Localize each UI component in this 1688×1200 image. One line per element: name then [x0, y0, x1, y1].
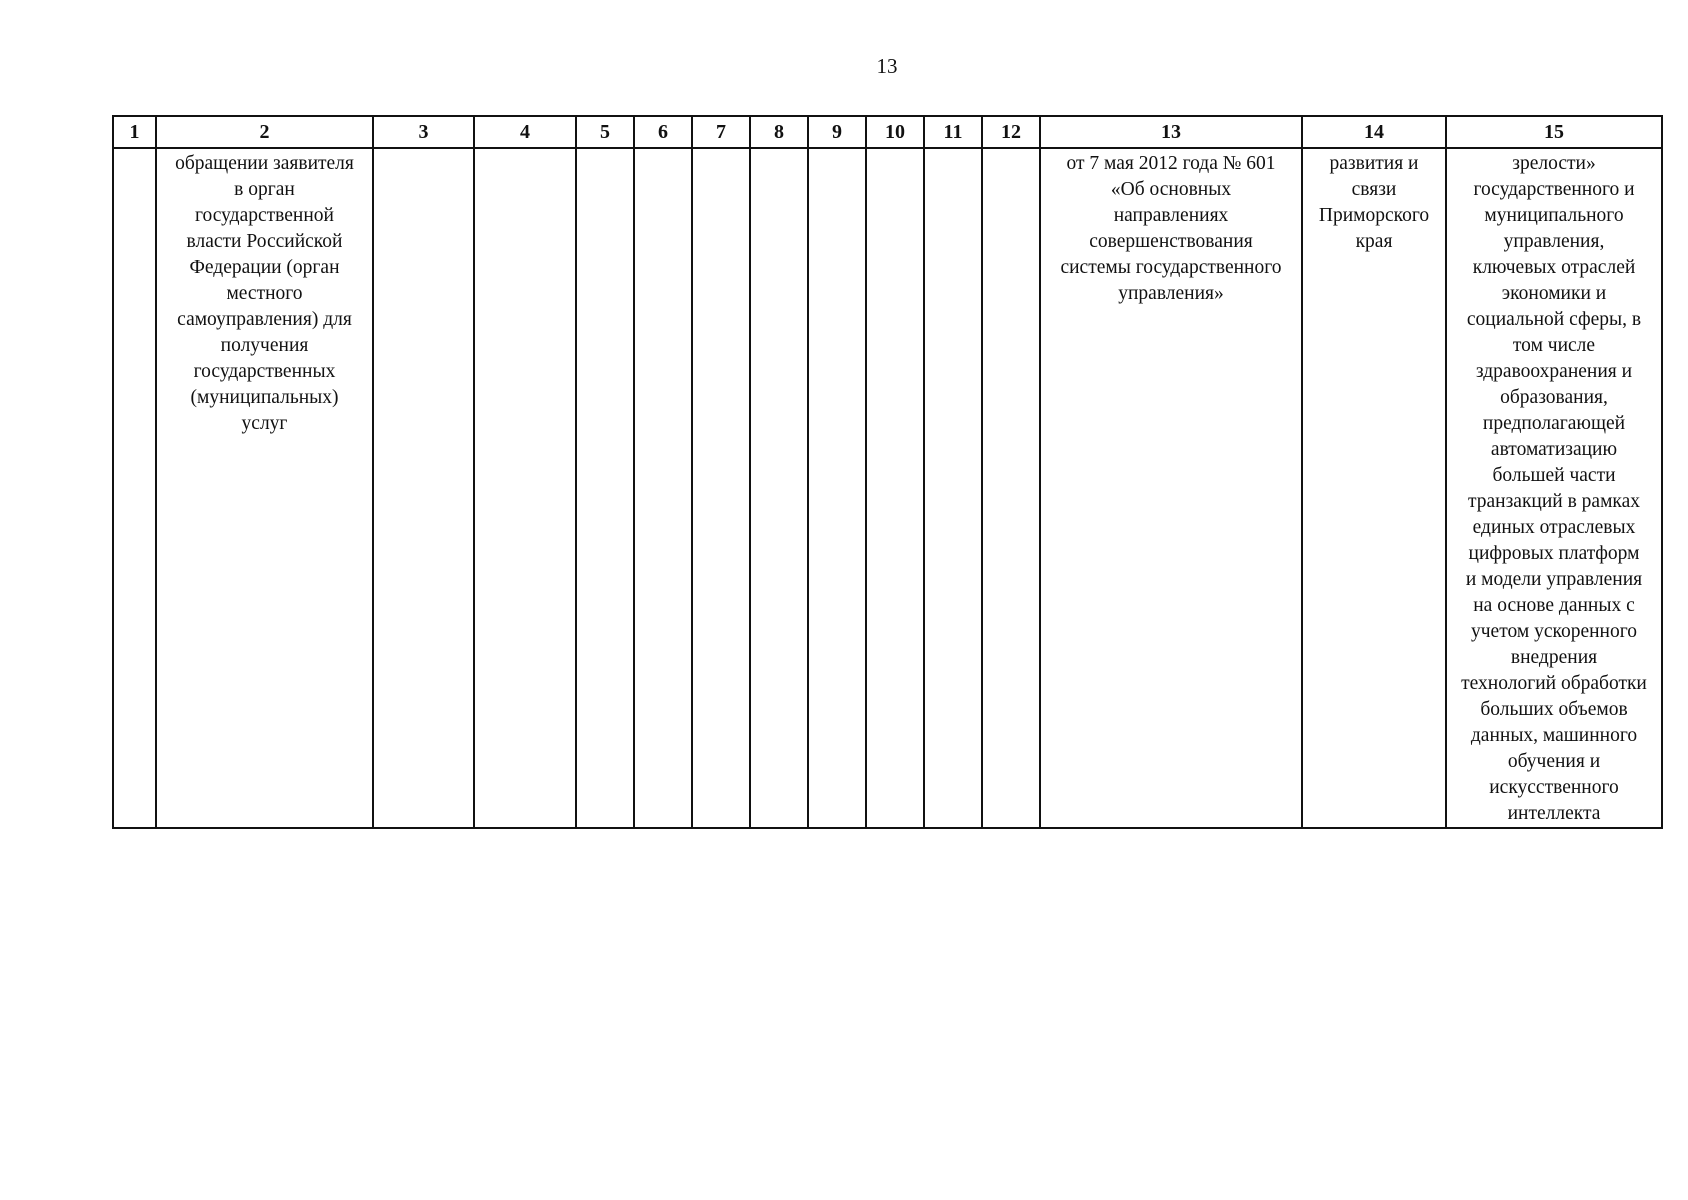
column-header-9: 9: [808, 116, 866, 148]
cell-col-2: [156, 148, 373, 828]
cell-col-11: [924, 148, 982, 828]
column-header-8: 8: [750, 116, 808, 148]
cell-col-5: [576, 148, 634, 828]
cell-col-4: [474, 148, 576, 828]
cell-col-10: [866, 148, 924, 828]
column-header-5: 5: [576, 116, 634, 148]
cell-col-9: [808, 148, 866, 828]
cell-col-1: [113, 148, 156, 828]
cell-col-3: [373, 148, 474, 828]
column-header-13: 13: [1040, 116, 1302, 148]
cell-col-14: [1302, 148, 1446, 828]
page-number: 13: [876, 54, 898, 78]
cell-text: обращении заявителя в орган государственной власти Российской Федерации (орган местного самоуправления) для получения государственных (муниципальных) услуг: [175, 153, 354, 434]
cell-col-13: [1040, 148, 1302, 828]
column-header-10: 10: [866, 116, 924, 148]
column-header-3: 3: [373, 116, 474, 148]
column-header-4: 4: [474, 116, 576, 148]
document-table: [112, 115, 1663, 829]
column-header-6: 6: [634, 116, 692, 148]
column-header-1: 1: [113, 116, 156, 148]
column-header-11: 11: [924, 116, 982, 148]
table-row: [113, 148, 1662, 828]
column-header-7: 7: [692, 116, 750, 148]
cell-col-15: [1446, 148, 1662, 828]
cell-col-7: [692, 148, 750, 828]
column-header-12: 12: [982, 116, 1040, 148]
cell-col-12: [982, 148, 1040, 828]
cell-text: развития и связи Приморского края: [1318, 153, 1430, 252]
cell-col-6: [634, 148, 692, 828]
column-header-15: 15: [1446, 116, 1662, 148]
column-header-2: 2: [156, 116, 373, 148]
header-row: [113, 116, 1662, 148]
cell-text: зрелости» государственного и муниципального управления, ключевых отраслей экономики и социальной сферы, в том числе здравоохранения и образования, предполагающей автоматизацию большей части транзакций в рамках единых отраслевых цифровых платформ и модели управления на основе данных с учетом ускоренного внедрения технологий обработки больших объемов данных, машинного обучения и искусственного интеллекта: [1461, 153, 1647, 824]
cell-col-8: [750, 148, 808, 828]
cell-text: от 7 мая 2012 года № 601 «Об основных направлениях совершенствования системы государственного управления»: [1060, 153, 1282, 304]
column-header-14: 14: [1302, 116, 1446, 148]
